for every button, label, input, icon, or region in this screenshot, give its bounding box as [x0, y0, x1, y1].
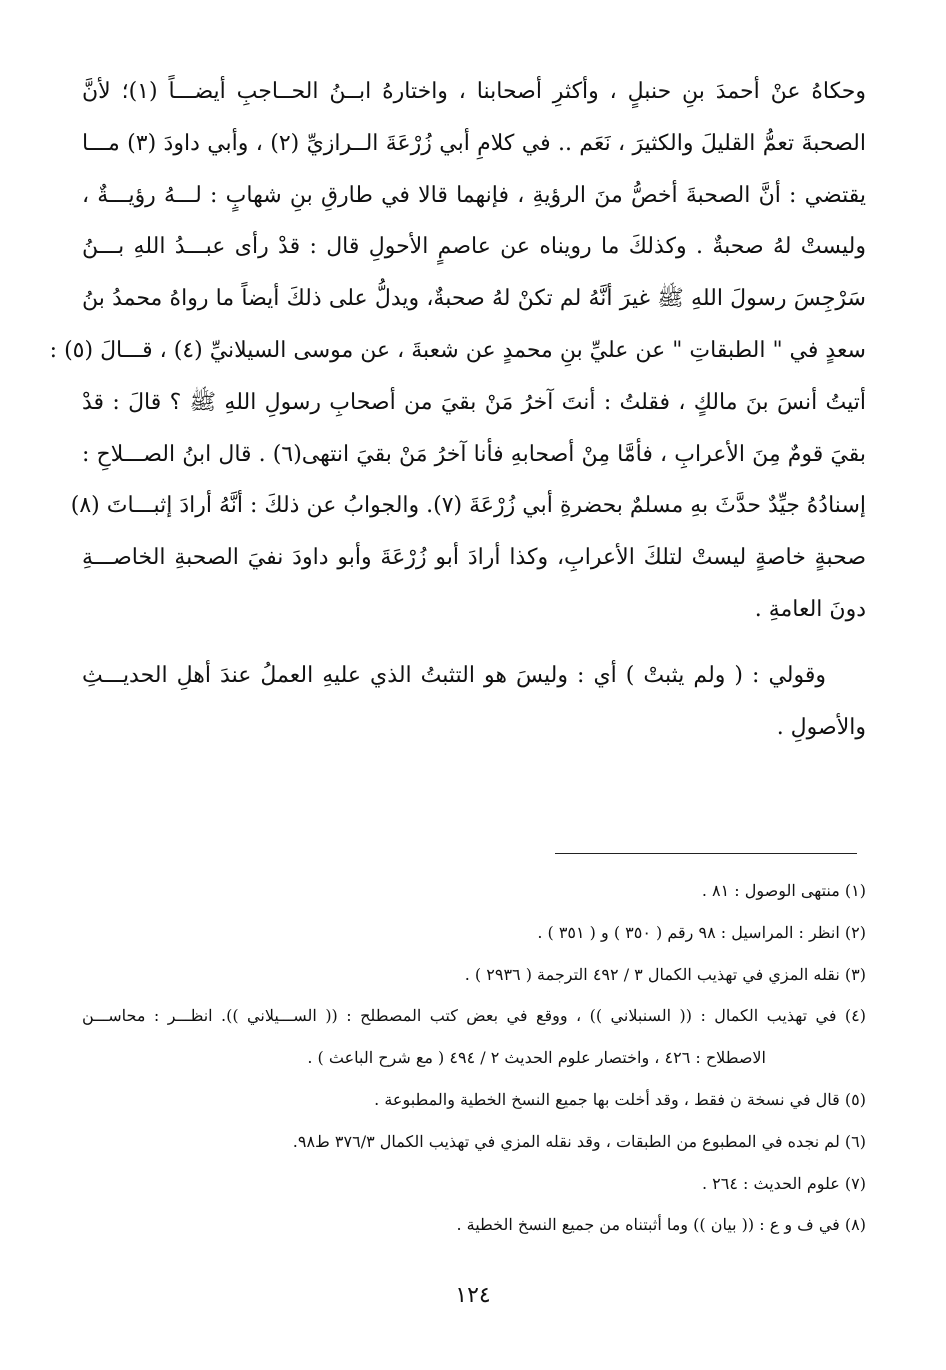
- footnote: (٢) انظر : المراسيل : ٩٨ رقم ( ٣٥٠ ) و ( ٣٥١ ) .: [537, 922, 866, 942]
- body-line: سَرْجِسَ رسولَ اللهِ ﷺ غيرَ أنَّهُ لم تكنْ لهُ صحبةٌ، ويدلُّ على ذلكَ أيضاً ما رواهُ محمدُ بنُ: [82, 286, 866, 312]
- body-line: والأصولِ .: [776, 714, 866, 740]
- footnote: (٨) في ف و ع : (( بيان )) وما أثبتناه من جميع النسخ الخطية .: [456, 1215, 866, 1235]
- footnote-continuation: الاصطلاح : ٤٢٦ ، واختصار علوم الحديث ٢ / ٤٩٤ ( مع شرح الباعث ) .: [307, 1048, 766, 1068]
- body-line: أتيتُ أنسَ بنَ مالكٍ ، فقلتُ : أنتَ آخرُ مَنْ بقيَ من أصحابِ رسولِ اللهِ ﷺ ؟ قالَ : قدْ: [82, 389, 866, 415]
- footnote-separator: [555, 853, 857, 854]
- body-line: بقيَ قومٌ مِنَ الأعرابِ ، فأمَّا مِنْ أصحابهِ فأنا آخرُ مَنْ بقيَ انتهى(٦) . قال ابنُ الصـــلاحِ :: [82, 441, 866, 467]
- footnote: (٦) لم نجده في المطبوع من الطبقات ، وقد نقله المزي في تهذيب الكمال ٣٧٦/٣ ط٩٨.: [292, 1131, 866, 1151]
- body-line: صحبةٍ خاصةٍ ليستْ لتلكَ الأعرابِ، وكذا أرادَ أبو زُرْعَةَ وأبو داودَ نفيَ الصحبةِ الخاصـــةِ: [82, 545, 866, 571]
- body-line: وقولي : ( ولم يثبتْ ) أي : وليسَ هو التثبتُ الذي عليهِ العملُ عندَ أهلِ الحديـــثِ: [82, 662, 826, 688]
- footnote: (٥) قال في نسخة ن فقط ، وقد أخلت بها جميع النسخ الخطية والمطبوعة .: [374, 1089, 866, 1109]
- body-line: إسنادُهُ جيِّدٌ حدَّثَ بهِ مسلمٌ بحضرةِ أبي زُرْعَةَ (٧). والجوابُ عن ذلكَ : أنَّهُ أرادَ إثبـــاتَ (٨): [70, 493, 866, 519]
- body-line: سعدٍ في " الطبقاتِ " عن عليِّ بنِ محمدٍ عن شعبةَ ، عن موسى السيلانيِّ (٤) ، قـــالَ (٥) :: [49, 337, 866, 363]
- footnote: (٧) علوم الحديث : ٢٦٤ .: [702, 1173, 866, 1193]
- body-line: دونَ العامةِ .: [754, 596, 866, 622]
- page-number: ١٢٤: [455, 1283, 491, 1308]
- footnote: (٣) نقله المزي في تهذيب الكمال ٣ / ٤٩٢ الترجمة ( ٢٩٣٦ ) .: [464, 964, 866, 984]
- body-line: وليستْ لهُ صحبةٌ . وكذلكَ ما رويناه عن عاصمٍ الأحولِ قال : قدْ رأى عبـــدُ اللهِ بـــنُ: [82, 234, 866, 260]
- footnote: (١) منتهى الوصول : ٨١ .: [701, 881, 866, 900]
- footnotes: [82, 870, 866, 1246]
- body-line: وحكاهُ عنْ أحمدَ بنِ حنبلٍ ، وأكثرِ أصحابنا ، واختارهُ ابــنُ الحــاجبِ أيضـــاً (١)؛ لأنَّ: [82, 79, 866, 104]
- body-line: الصحبةَ تعمُّ القليلَ والكثيرَ ، نَعَم .. في كلامِ أبي زُرْعَةَ الــرازيِّ (٢) ، وأبي داودَ (٣) مـــا: [82, 130, 866, 156]
- main-text: [49, 66, 866, 753]
- footnote: (٤) في تهذيب الكمال : (( السنبلاني )) ، ووقع في بعض كتب المصطلح : (( الســـيلاني )). انظـــر : محاســـن: [82, 1006, 866, 1026]
- body-line: يقتضي : أنَّ الصحبةَ أخصُّ منَ الرؤيةِ ، فإنهما قالا في طارقِ بنِ شهابٍ : لـــهُ رؤيـــةٌ ،: [82, 182, 866, 208]
